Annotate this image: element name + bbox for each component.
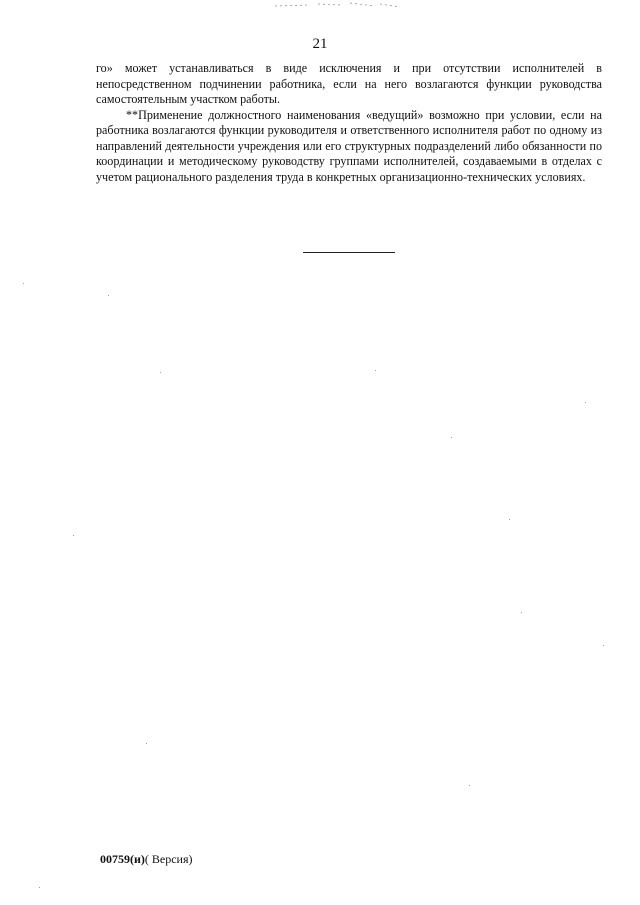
scan-speck bbox=[39, 887, 40, 888]
page-number: 21 bbox=[312, 36, 328, 52]
section-divider bbox=[303, 252, 395, 253]
scan-speck bbox=[73, 535, 74, 536]
footer-version: ( Версия) bbox=[144, 852, 193, 866]
body-text bbox=[96, 61, 602, 185]
scan-artifact-top bbox=[270, 0, 410, 10]
scan-speck bbox=[509, 519, 510, 520]
scan-speck bbox=[469, 785, 470, 786]
scan-speck bbox=[146, 743, 147, 744]
paragraph-1: го» может устанавливаться в виде исключения и при отсутствии исполнителей в непосредственном подчинении работника, если на него возлагаются функции руководства самостоятельным участком работы. bbox=[96, 61, 602, 106]
scan-speck bbox=[585, 402, 586, 403]
scan-speck bbox=[23, 283, 24, 284]
scan-speck bbox=[375, 370, 376, 371]
scan-speck bbox=[108, 295, 109, 296]
paragraph-2-footnote: **Применение должностного наименования «ведущий» возможно при условии, если на работника возлагаются функции руководителя и ответственного исполнителя работ по одному из направлений деятельности учреждения или его структурных подразделений либо обязанности по координации и методическому руководству группами исполнителей, создаваемыми в отделах с учетом рационального разделения труда в конкретных организационно-технических условиях. bbox=[96, 107, 602, 184]
scan-speck bbox=[451, 437, 452, 438]
scan-speck bbox=[160, 372, 161, 373]
footer-document-code bbox=[100, 852, 193, 867]
scan-speck bbox=[521, 612, 522, 613]
scan-speck bbox=[603, 645, 604, 646]
footer-code: 00759(и) bbox=[100, 852, 145, 866]
